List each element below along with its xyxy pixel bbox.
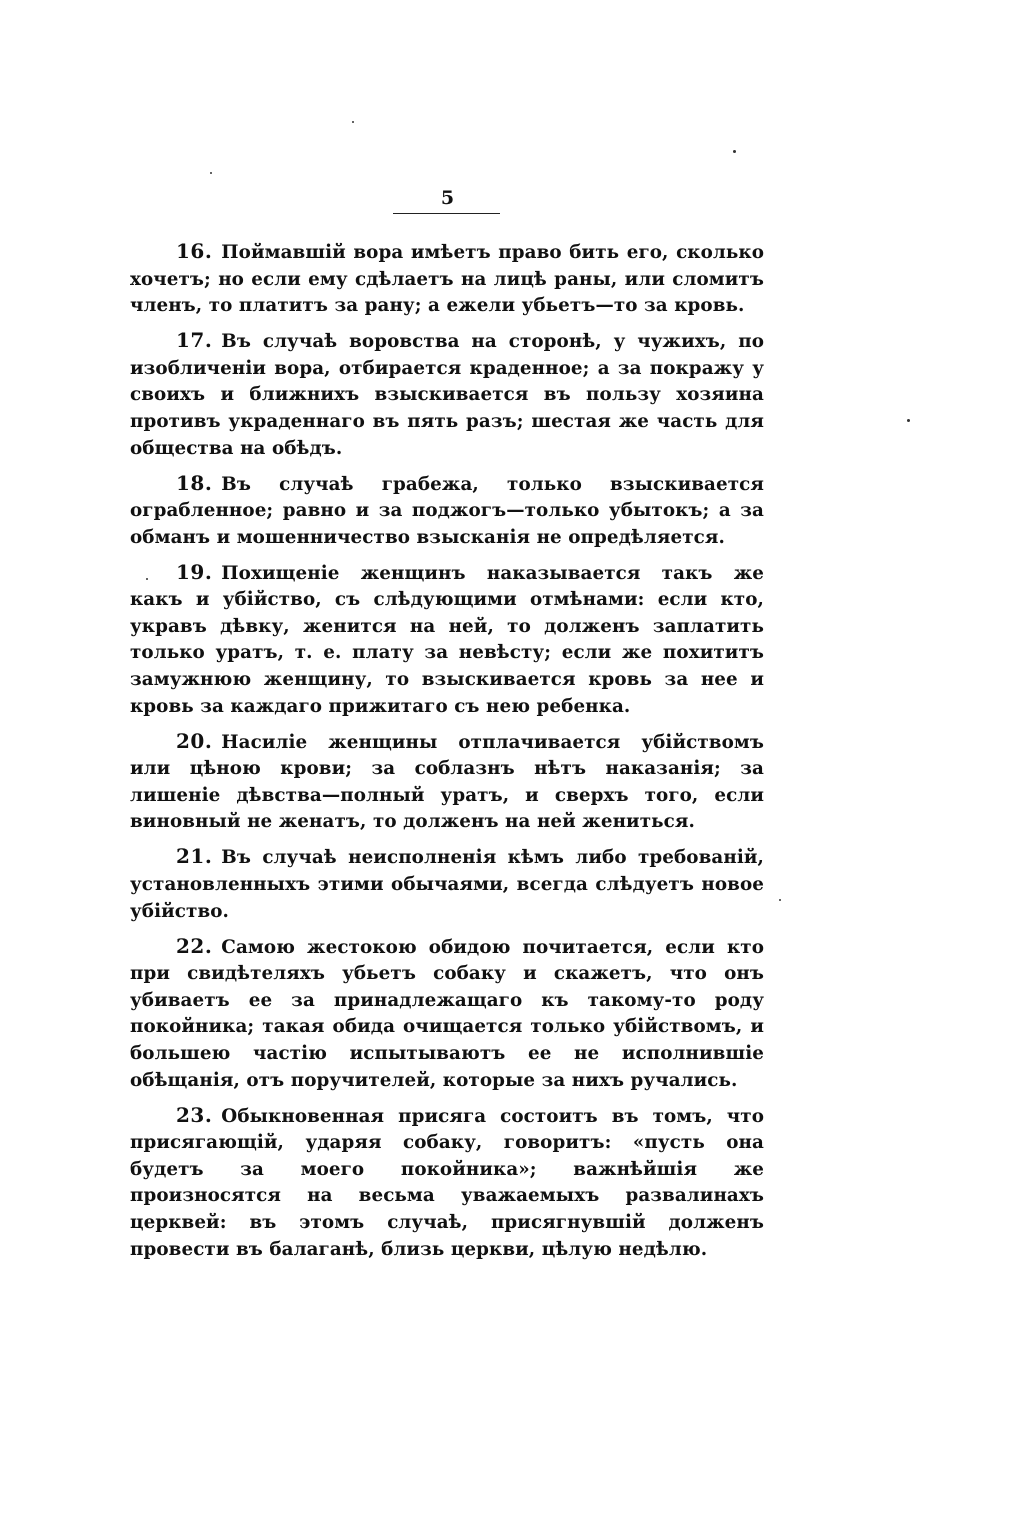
scan-speck: [210, 172, 212, 174]
article-18: [130, 470, 764, 552]
article-number: 18.: [176, 470, 213, 495]
body-text: [130, 238, 764, 1271]
article-text: Поймавшій вора имѣетъ право бить его, сколько хочетъ; но если ему сдѣлаетъ на лицѣ раны, или сломитъ членъ, то платитъ за рану; а ежели убьетъ—то за кровь.: [130, 242, 764, 317]
article-number: 20.: [176, 728, 213, 753]
scan-speck: [779, 899, 781, 901]
article-number: 19.: [176, 559, 213, 584]
article-text: Обыкновенная присяга состоитъ въ томъ, что присягающій, ударяя собаку, говоритъ: «пусть она будетъ за моего покойника»; важнѣйшія же произносятся на весьма уважаемыхъ развалинахъ церквей: въ этомъ случаѣ, присягнувшій долженъ провести въ балаганѣ, близь церкви, цѣлую недѣлю.: [130, 1105, 764, 1260]
article-text: Насиліе женщины отплачивается убійствомъ или цѣною крови; за соблазнъ нѣтъ наказанія; за лишеніе дѣвства—полный уратъ, и сверхъ того, если виновный не женатъ, то долженъ на ней жениться.: [130, 731, 764, 833]
scan-speck: [352, 121, 354, 123]
article-number: 23.: [176, 1102, 213, 1127]
article-text: Самою жестокою обидою почитается, если кто при свидѣтеляхъ убьетъ собаку и скажетъ, что онъ убиваетъ ее за принадлежащаго къ такому-то роду покойника; такая обида очищается только убійствомъ, и большею частію испытываютъ ее не исполнившіе обѣщанія, отъ поручителей, которые за нихъ ручались.: [130, 936, 764, 1091]
article-23: [130, 1102, 764, 1264]
article-22: [130, 933, 764, 1095]
article-17: [130, 327, 764, 462]
article-number: 22.: [176, 933, 213, 958]
article-text: Въ случаѣ неисполненія кѣмъ либо требованій, установленныхъ этими обычаями, всегда слѣдуетъ новое убійство.: [130, 847, 764, 922]
article-16: [130, 238, 764, 320]
scan-speck: [907, 419, 910, 422]
article-number: 21.: [176, 844, 213, 869]
page-number: 5: [440, 187, 455, 209]
article-20: [130, 728, 764, 836]
article-text: Въ случаѣ грабежа, только взыскивается ограбленное; равно и за поджогъ—только убытокъ; а за обманъ и мошенничество взысканія не опредѣляется.: [130, 473, 764, 548]
article-text: Въ случаѣ воровства на сторонѣ, у чужихъ, по изобличеніи вора, отбирается краденное; а за покражу у своихъ и ближнихъ взыскивается въ пользу хозяина противъ украденнаго въ пять разъ; шестая же часть для общества на обѣдъ.: [130, 331, 764, 459]
article-21: [130, 843, 764, 925]
article-19: [130, 559, 764, 721]
scan-speck: [733, 150, 736, 153]
page-number-rule: [393, 213, 500, 214]
article-number: 16.: [176, 239, 213, 263]
article-number: 17.: [176, 328, 213, 353]
article-text: Похищеніе женщинъ наказывается такъ же какъ и убійство, съ слѣдующими отмѣнами: если кто, укравъ дѣвку, женится на ней, то долженъ заплатить только уратъ, т. е. плату за невѣсту; если же похититъ замужнюю женщину, то взыскивается кровь за нее и кровь за каждаго прижитаго съ нею ребенка.: [130, 562, 764, 717]
